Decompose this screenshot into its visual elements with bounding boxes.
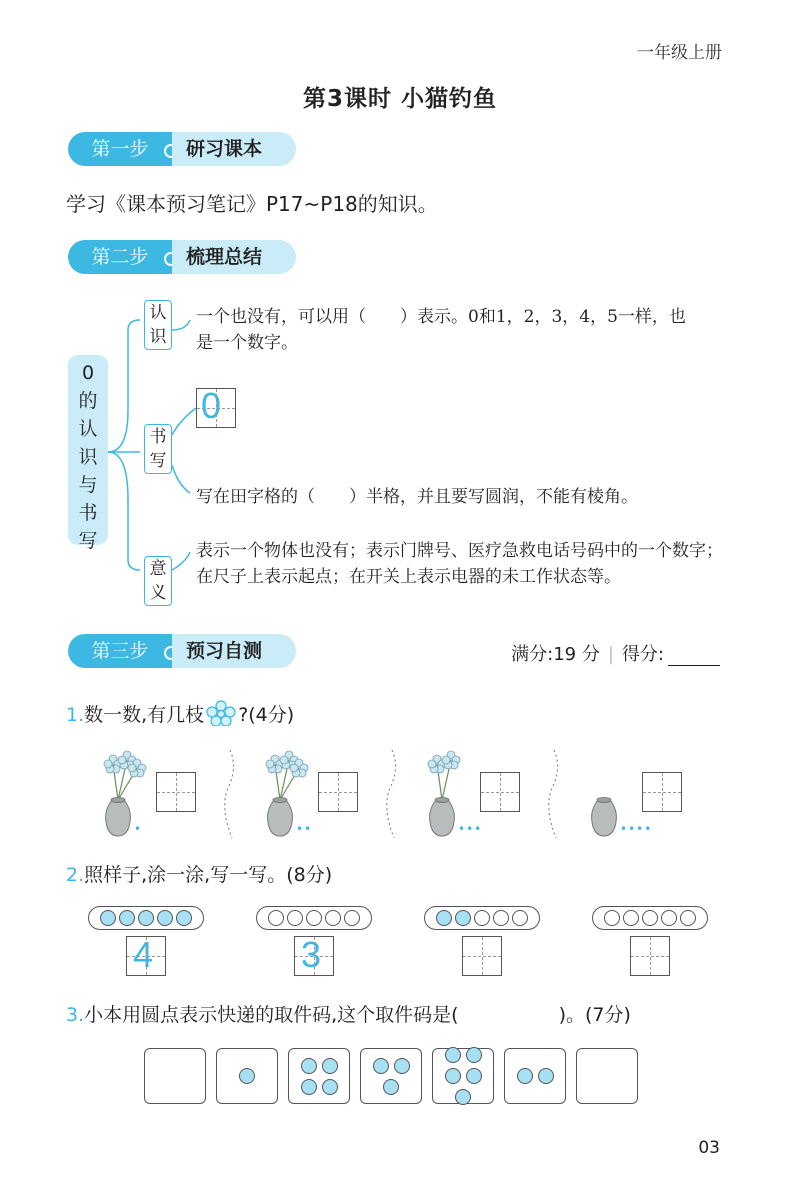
- vase-row: [94, 748, 734, 840]
- node-recognize-label: [144, 300, 172, 350]
- step3-tag: 第三步: [68, 634, 172, 668]
- code-dot: [322, 1058, 338, 1074]
- fill-circle[interactable]: [512, 910, 528, 926]
- node-meaning-label: [144, 556, 172, 606]
- fill-circle[interactable]: [157, 910, 173, 926]
- code-dot: [239, 1068, 255, 1084]
- wavy-separator: [220, 748, 240, 840]
- score-blank[interactable]: [668, 647, 720, 666]
- score-label: 得分:: [621, 644, 664, 665]
- circle-row: [424, 906, 540, 930]
- question-number: 1.: [66, 704, 85, 726]
- score-bar: [511, 640, 720, 666]
- answer-grid[interactable]: [642, 772, 682, 812]
- code-dot: [301, 1058, 317, 1074]
- code-dot: [466, 1068, 482, 1084]
- question-text-tail: )。(7分): [558, 1004, 631, 1026]
- fill-circle[interactable]: [680, 910, 696, 926]
- code-dot: [445, 1047, 461, 1063]
- node-label-char: 书: [149, 427, 167, 447]
- count-dots: ••••: [620, 822, 653, 836]
- code-box: [288, 1048, 350, 1104]
- fill-circle[interactable]: [493, 910, 509, 926]
- step1-tag: 第一步: [68, 132, 172, 166]
- wavy-separator: [382, 748, 402, 840]
- root-char: 识: [78, 446, 98, 468]
- node-label-char: 识: [149, 327, 167, 347]
- code-dot: [322, 1079, 338, 1095]
- count-dots: •: [134, 822, 143, 836]
- fill-circle[interactable]: [623, 910, 639, 926]
- grade-label: 一年级上册: [637, 43, 722, 63]
- code-dot: [538, 1068, 554, 1084]
- sample-digit: 4: [133, 934, 154, 975]
- fill-circle[interactable]: [306, 910, 322, 926]
- mindmap-root: [68, 355, 108, 552]
- node-label-char: 认: [149, 303, 167, 323]
- step3-name: 预习自测: [172, 634, 296, 668]
- fill-circle[interactable]: [661, 910, 677, 926]
- root-char: 认: [78, 418, 98, 440]
- root-char: 0: [81, 362, 95, 384]
- sample-digit: 3: [301, 934, 322, 975]
- code-box: [216, 1048, 278, 1104]
- count-dots: ••: [296, 822, 313, 836]
- code-dot: [517, 1068, 533, 1084]
- lesson-title: 第3课时 小猫钓鱼: [302, 86, 497, 112]
- fill-circle[interactable]: [325, 910, 341, 926]
- writing-grid[interactable]: [462, 936, 502, 976]
- code-dot: [394, 1058, 410, 1074]
- writing-grid[interactable]: [630, 936, 670, 976]
- fill-circle[interactable]: [287, 910, 303, 926]
- question-1: [66, 700, 294, 731]
- step2-tag: 第二步: [68, 240, 172, 274]
- code-dot: [466, 1047, 482, 1063]
- question-text: 小本用圆点表示快递的取件码,这个取件码是(: [84, 1004, 459, 1026]
- fill-circle[interactable]: [474, 910, 490, 926]
- fill-circle[interactable]: [119, 910, 135, 926]
- code-box: [576, 1048, 638, 1104]
- fill-circle[interactable]: [176, 910, 192, 926]
- code-box: [144, 1048, 206, 1104]
- question-number: 2.: [66, 864, 85, 886]
- answer-grid[interactable]: [318, 772, 358, 812]
- code-dot: [383, 1079, 399, 1095]
- fill-circle[interactable]: [455, 910, 471, 926]
- study-instruction: 学习《课本预习笔记》P17~P18的知识。: [66, 192, 438, 216]
- fill-circle[interactable]: [642, 910, 658, 926]
- node-write-label: [144, 424, 172, 474]
- sample-digit: 0: [201, 385, 222, 426]
- answer-grid[interactable]: [156, 772, 196, 812]
- count-dots: •••: [458, 822, 483, 836]
- code-dot: [373, 1058, 389, 1074]
- full-score-label: 满分:19 分: [511, 644, 600, 665]
- node-label-char: 写: [149, 451, 167, 471]
- pickup-code-row: [144, 1048, 644, 1106]
- code-box: [360, 1048, 422, 1104]
- score-separator: |: [607, 644, 614, 665]
- fill-circle[interactable]: [100, 910, 116, 926]
- question-text: 照样子,涂一涂,写一写。(8分): [84, 864, 333, 886]
- code-box: [504, 1048, 566, 1104]
- question-text-tail: ?(4分): [238, 704, 295, 726]
- wavy-separator: [544, 748, 564, 840]
- step2-name: 梳理总结: [172, 240, 296, 274]
- code-dot: [301, 1079, 317, 1095]
- fill-circle[interactable]: [344, 910, 360, 926]
- node-label-char: 义: [149, 583, 167, 603]
- node-write-text: 写在田字格的（ ）半格，并且要写圆润，不能有棱角。: [196, 487, 638, 507]
- question-2: [66, 860, 332, 887]
- question-text: 数一数,有几枝: [84, 704, 205, 726]
- circle-row: [592, 906, 708, 930]
- root-char: 书: [78, 502, 98, 524]
- circle-row: [256, 906, 372, 930]
- code-dot: [455, 1089, 471, 1105]
- flower-icon: [204, 700, 238, 731]
- writing-grid[interactable]: [294, 936, 334, 976]
- fill-circle[interactable]: [138, 910, 154, 926]
- code-dot: [445, 1068, 461, 1084]
- code-box: [432, 1048, 494, 1104]
- node-recognize-text: 一个也没有，可以用（ ）表示。0和1，2，3，4，5一样，也是一个数字。: [196, 307, 686, 353]
- question-number: 3.: [66, 1004, 85, 1026]
- writing-sample-grid: [196, 385, 236, 428]
- question-3: [66, 1000, 631, 1027]
- circle-row: [88, 906, 204, 930]
- fill-circle[interactable]: [604, 910, 620, 926]
- answer-grid[interactable]: [480, 772, 520, 812]
- node-label-char: 意: [149, 559, 167, 579]
- root-char: 的: [78, 390, 98, 412]
- step1-name: 研习课本: [172, 132, 296, 166]
- node-meaning-text: 表示一个物体也没有；表示门牌号、医疗急救电话号码中的一个数字；在尺子上表示起点；在开关上表示电器的未工作状态等。: [196, 541, 723, 587]
- root-char: 写: [78, 530, 98, 552]
- fill-write-row: [88, 906, 728, 982]
- fill-circle[interactable]: [268, 910, 284, 926]
- page-number: 03: [698, 1138, 720, 1158]
- fill-circle[interactable]: [436, 910, 452, 926]
- writing-grid[interactable]: [126, 936, 166, 976]
- root-char: 与: [78, 474, 98, 496]
